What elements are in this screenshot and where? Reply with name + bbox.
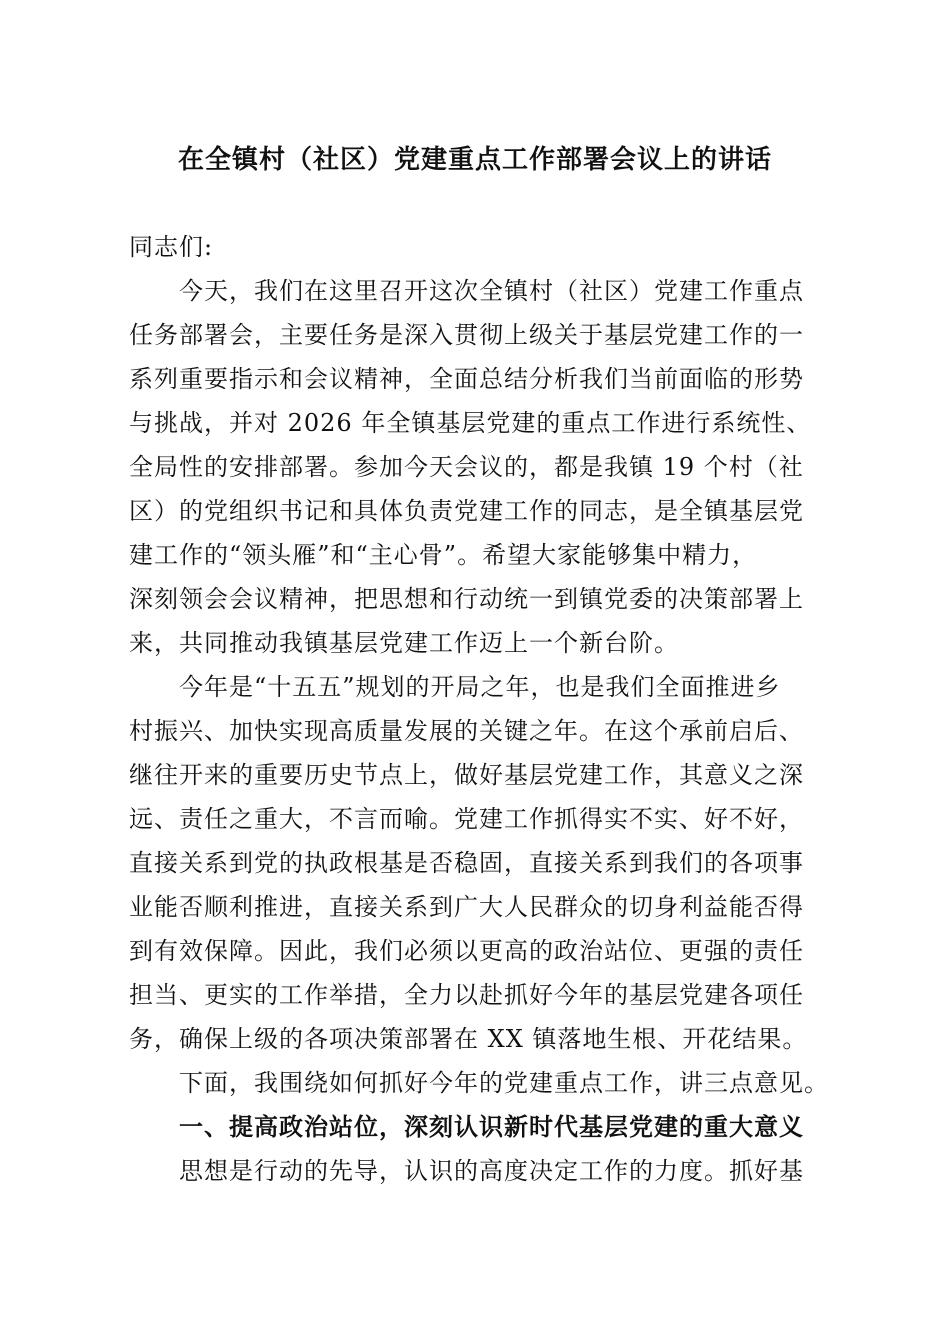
section-heading-line: 一、提高政治站位，深刻认识新时代基层党建的重大意义	[179, 1112, 804, 1141]
document-title: 在全镇村（社区）党建重点工作部署会议上的讲话	[177, 145, 772, 175]
body-text-line: 同志们:	[129, 233, 214, 261]
body-text-line: 远、责任之重大，不言而喻。党建工作抓得实不实、好不好，	[129, 805, 804, 833]
body-text-line: 建工作的“领头雁”和“主心骨”。希望大家能够集中精力，	[129, 541, 758, 569]
body-text-line: 系列重要指示和会议精神，全面总结分析我们当前面临的形势	[129, 365, 804, 393]
body-text-line: 担当、更实的工作举措，全力以赴抓好今年的基层党建各项任	[129, 981, 804, 1009]
body-text-line: 今年是“十五五”规划的开局之年，也是我们全面推进乡	[179, 673, 781, 701]
body-text-line: 来，共同推动我镇基层党建工作迈上一个新台阶。	[129, 629, 679, 657]
body-text-line: 与挑战，并对 2026 年全镇基层党建的重点工作进行系统性、	[129, 409, 812, 437]
body-text-line: 下面，我围绕如何抓好今年的党建重点工作，讲三点意见。	[179, 1069, 829, 1097]
body-text-line: 深刻领会会议精神，把思想和行动统一到镇党委的决策部署上	[129, 585, 804, 613]
body-text-line: 务，确保上级的各项决策部署在 XX 镇落地生根、开花结果。	[129, 1025, 808, 1053]
body-text-line: 业能否顺利推进，直接关系到广大人民群众的切身利益能否得	[129, 893, 804, 921]
body-text-line: 继往开来的重要历史节点上，做好基层党建工作，其意义之深	[129, 761, 804, 789]
body-text-line: 直接关系到党的执政根基是否稳固，直接关系到我们的各项事	[129, 849, 804, 877]
body-text-line: 区）的党组织书记和具体负责党建工作的同志，是全镇基层党	[129, 497, 804, 525]
body-text-line: 思想是行动的先导，认识的高度决定工作的力度。抓好基	[179, 1157, 804, 1185]
body-text-line: 全局性的安排部署。参加今天会议的，都是我镇 19 个村（社	[129, 453, 804, 481]
body-text-line: 今天，我们在这里召开这次全镇村（社区）党建工作重点	[179, 277, 804, 305]
document-body	[129, 225, 829, 1193]
body-text-line: 村振兴、加快实现高质量发展的关键之年。在这个承前启后、	[129, 717, 804, 745]
body-text-line: 任务部署会，主要任务是深入贯彻上级关于基层党建工作的一	[129, 321, 804, 349]
body-text-line: 到有效保障。因此，我们必须以更高的政治站位、更强的责任	[129, 937, 804, 965]
